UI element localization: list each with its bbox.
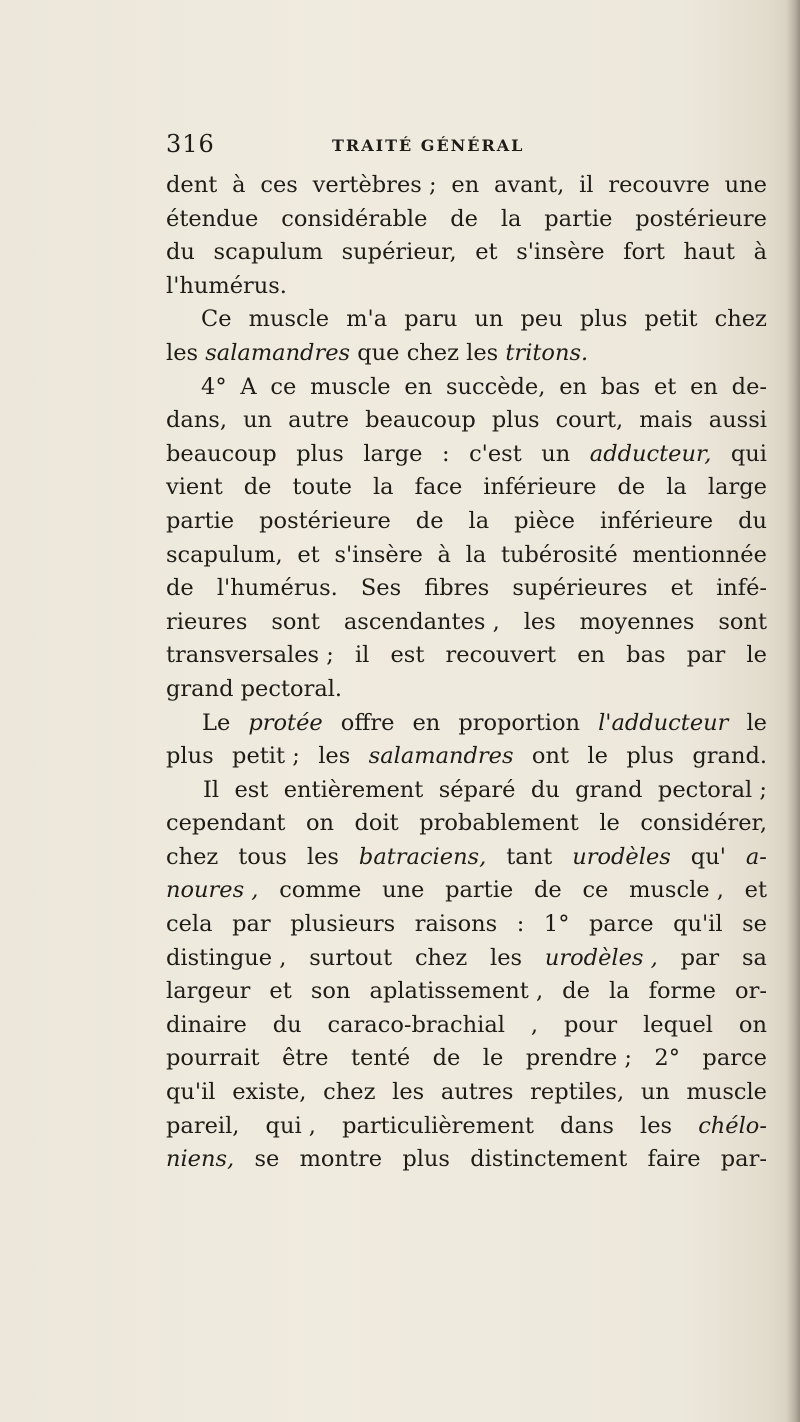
word: mais [639,407,693,434]
word: batraciens, [358,843,487,870]
word: les [306,843,339,870]
word: faire [647,1146,701,1173]
word: vertèbres ; [312,172,437,198]
word: autre [288,407,350,434]
text-line [166,975,767,1009]
word: qu'il [166,1079,216,1106]
word: en [451,172,480,198]
word: de [166,575,194,602]
word: sont [271,608,320,635]
word: en [690,373,718,400]
text-line [166,438,767,472]
word: être [282,1045,329,1072]
word: : [441,440,450,467]
word: le [746,642,767,669]
word: se [254,1146,280,1173]
word: les [523,608,556,635]
word: montre [299,1146,383,1173]
word: salamandres [205,339,351,366]
word: Ses [360,575,402,602]
word: qu' [690,843,726,870]
word: par [680,944,720,971]
word: scapulum [213,239,324,266]
word: inférieure [599,507,714,534]
word: partie [445,877,514,904]
word: à [232,172,246,198]
word: comme [279,877,362,904]
word: tenté [350,1045,411,1072]
page-header [166,124,766,164]
word: tous [238,843,287,870]
text-line [166,303,767,337]
body-text [166,169,767,1177]
word: ascendantes , [343,608,500,635]
word: chez [323,1079,376,1106]
word: pectoral. [240,675,343,702]
word: grand [166,675,234,702]
text-line [166,874,767,908]
word: les [466,339,499,366]
word: Ce [201,306,232,333]
word: son [310,978,351,1005]
word: il [354,642,370,669]
word: tritons. [505,339,589,366]
word: 2° [654,1045,680,1072]
word: une [724,172,767,198]
word: fibres [424,575,490,602]
word: du [272,1011,302,1038]
word: s'insère [516,239,605,266]
word: le [482,1045,504,1072]
word: existe, [232,1079,307,1106]
word: pour [563,1011,618,1038]
word: beaucoup [166,440,277,467]
text-line [166,505,767,539]
word: de- [731,373,767,400]
word: chez [414,944,468,971]
text-line [166,169,767,203]
word: le [599,810,620,837]
text-line [166,236,767,270]
word: un [243,407,273,434]
text-line [166,203,767,237]
word: la [608,978,630,1005]
page-edge-shadow [786,0,800,1422]
text-line [166,1110,767,1144]
word: en [412,709,441,736]
word: niens, [166,1146,235,1173]
word: sa [741,944,767,971]
word: court, [555,407,624,434]
word: en [404,373,433,400]
word: cependant [166,810,286,837]
word: un [640,1079,670,1106]
word: transversales ; [166,642,334,669]
word: vient [166,474,223,501]
word: étendue [166,205,259,232]
word: postérieure [259,507,391,534]
word: les [392,1079,425,1106]
word: 1° [543,911,570,938]
word: en [559,373,587,400]
word: la [468,507,490,534]
word: toute [292,474,352,501]
text-line [166,270,767,304]
word: parce [589,911,654,938]
word: 4° [201,373,227,400]
word: a- [745,843,767,870]
word: en [577,642,606,669]
word: ces [260,172,298,198]
word: le [746,709,767,736]
word: m'a [346,306,388,333]
word: chez [166,843,219,870]
word: grand. [692,743,767,770]
text-line [166,807,767,841]
word: muscle [248,306,330,333]
word: ont [531,743,569,770]
text-line [166,1076,767,1110]
word: paru [404,306,458,333]
word: prendre ; [525,1045,632,1072]
word: c'est [469,440,522,467]
word: urodèles , [544,944,658,971]
word: un [541,440,571,467]
word: moyennes [579,608,695,635]
word: la [500,205,522,232]
word: peu [520,306,563,333]
word: de [562,978,590,1005]
text-line [166,942,767,976]
word: petit [644,306,698,333]
word: mentionnée [632,541,767,568]
text-line [166,337,767,371]
text-line [166,1042,767,1076]
word: de [415,507,444,534]
word: considérer, [640,810,767,837]
word: salamandres [368,743,514,770]
word: l'humérus. [216,575,338,602]
word: que [357,339,400,366]
word: : [516,911,525,938]
word: plus [166,743,214,770]
word: scapulum, [166,541,283,568]
word: la [372,474,394,501]
word: aplatissement , [369,978,544,1005]
word: se [742,911,767,938]
word: qu'il [673,911,723,938]
word: offre [340,709,395,736]
word: adducteur, [589,440,712,467]
word: protée [248,709,323,736]
word: les [318,743,351,770]
word: lequel [643,1011,713,1038]
word: surtout [309,944,393,971]
word: dans [560,1112,614,1139]
word: supérieur, [341,239,457,266]
word: pièce [514,507,575,534]
word: probablement [419,810,579,837]
word: la [666,474,687,501]
word: s'insère [334,541,423,568]
word: il [579,172,594,198]
word: infé- [716,575,767,602]
word: considérable [281,205,428,232]
word: plus [579,306,628,333]
word: chez [406,339,459,366]
word: partie [544,205,613,232]
word: Le [202,709,231,736]
word: doit [354,810,399,837]
word: par [232,911,271,938]
word: les [166,339,199,366]
word: et [653,373,677,400]
word: proportion [458,709,581,736]
word: et [297,541,320,568]
word: l'adducteur [598,709,729,736]
word: tant [506,843,553,870]
text-line [166,774,767,808]
word: distingue , [166,944,287,971]
word: pourrait [166,1045,260,1072]
word: entièrement [283,776,424,803]
word: avant, [494,172,565,198]
word: succède, [445,373,546,400]
word: largeur [166,978,251,1005]
word: par [686,642,726,669]
word: rieures [166,608,248,635]
text-line [166,606,767,640]
word: et [269,978,292,1005]
word: un [474,306,504,333]
word: parce [702,1045,767,1072]
word: est [234,776,269,803]
word: raisons [414,911,498,938]
word: , [530,1011,539,1038]
word: on [738,1011,767,1038]
word: les [490,944,523,971]
word: et [475,239,498,266]
word: qui [730,440,767,467]
text-line [166,572,767,606]
word: ce [270,373,297,400]
word: et [670,575,693,602]
word: distinctement [470,1146,628,1173]
word: ce [582,877,609,904]
text-line [166,404,767,438]
word: face [414,474,463,501]
word: urodèles [572,843,671,870]
word: de [617,474,646,501]
word: dent [166,172,218,198]
word: de [432,1045,461,1072]
text-line [166,740,767,774]
word: inférieure [483,474,597,501]
word: l'humérus. [166,272,287,299]
word: reptiles, [530,1079,625,1106]
word: bas [600,373,641,400]
word: haut [683,239,735,266]
word: à [437,541,451,568]
page-number: 316 [166,130,215,158]
word: forme [648,978,716,1005]
word: une [382,877,425,904]
word: dans, [166,407,228,434]
word: particulièrement [342,1112,534,1139]
word: partie [166,507,235,534]
word: aussi [708,407,767,434]
word: dinaire [166,1011,247,1038]
word: muscle [686,1079,767,1106]
word: qui , [265,1112,316,1139]
word: chez [714,306,767,333]
word: fort [623,239,665,266]
word: petit ; [232,743,300,770]
text-line [166,539,767,573]
word: les [640,1112,673,1139]
word: large [363,440,423,467]
text-line [166,673,767,707]
word: le [587,743,608,770]
word: plus [626,743,674,770]
word: sont [718,608,767,635]
text-line [166,908,767,942]
word: la [465,541,487,568]
word: à [753,239,767,266]
word: bas [626,642,666,669]
text-line [166,639,767,673]
text-line [166,707,767,741]
word: pareil, [166,1112,240,1139]
word: plus [402,1146,450,1173]
word: de [450,205,478,232]
word: de [533,877,562,904]
word: cela [166,911,213,938]
word: du [166,239,195,266]
word: plusieurs [290,911,396,938]
running-title: TRAITÉ GÉNÉRAL [332,136,525,155]
word: noures , [166,877,259,904]
word: plus [296,440,344,467]
word: par- [720,1146,767,1173]
text-line [166,1143,767,1177]
word: grand [575,776,643,803]
word: séparé [438,776,516,803]
word: tubérosité [501,541,618,568]
word: A [240,373,257,400]
word: muscle , [629,877,724,904]
word: muscle [310,373,391,400]
word: postérieure [635,205,767,232]
word: supérieures [512,575,648,602]
word: caraco-brachial [327,1011,505,1038]
word: chélo- [698,1112,767,1139]
word: et [744,877,767,904]
text-line [166,371,767,405]
text-line [166,841,767,875]
word: on [305,810,335,837]
word: or- [735,978,767,1005]
word: recouvert [445,642,557,669]
word: large [707,474,767,501]
word: du [530,776,560,803]
text-line [166,1009,767,1043]
word: beaucoup [365,407,476,434]
word: de [243,474,272,501]
word: du [738,507,767,534]
word: plus [491,407,540,434]
word: pectoral ; [657,776,767,803]
word: Il [203,776,220,803]
word: recouvre [608,172,710,198]
text-line [166,471,767,505]
word: est [390,642,425,669]
word: autres [440,1079,514,1106]
